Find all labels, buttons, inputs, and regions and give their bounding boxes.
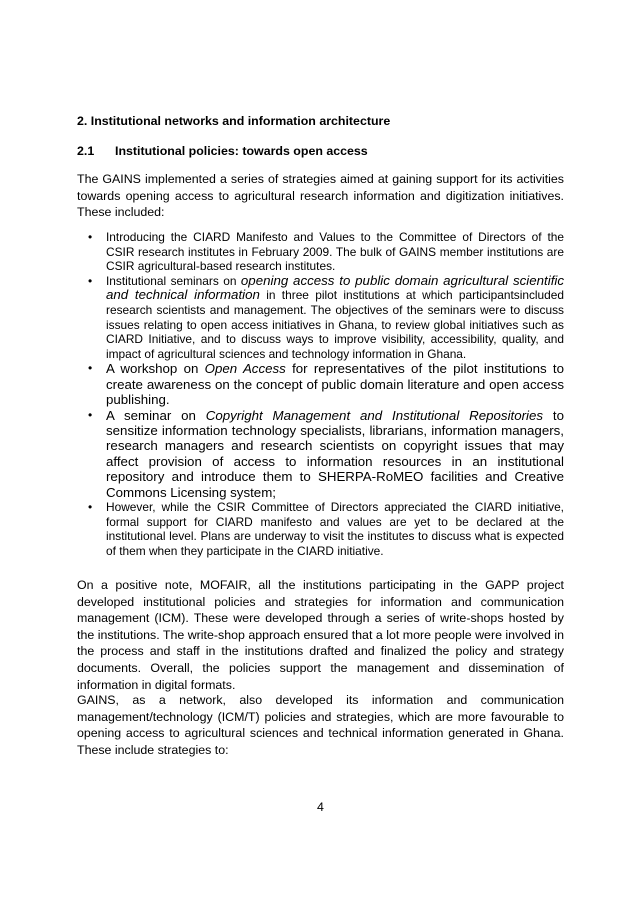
bullet-emphasis: opening access to public domain agricultural scientific and technical information xyxy=(106,272,564,303)
bullet-lead: Institutional seminars on xyxy=(106,273,241,288)
bullet-text: However, while the CSIR Committee of Directors appreciated the CIARD initiative, formal support for CIARD manifesto and values are yet to be declared at the institutional level. Plans are underway to visit the institutes to discuss what is expected of them when they participate in the CIARD initiative. xyxy=(106,500,564,558)
bullet-tail: to sensitize information technology specialists, librarians, information managers, research managers and research scientists on copyright issues that may affect provision of access to information resources in an institutional repository and introduce them to SHERPA-RoMEO facilities and Creative Commons Licensing system; xyxy=(106,407,564,500)
gains-paragraph: GAINS, as a network, also developed its information and communication management/technology (ICM/T) policies and strategies, which are more favourable to opening access to agricultural sciences and technical information generated in Ghana. These include strategies to: xyxy=(77,693,564,757)
bullet-text: Introducing the CIARD Manifesto and Values to the Committee of Directors of the CSIR research institutes in February 2009. The bulk of GAINS member institutions are CSIR agricultural-based research institutes. xyxy=(106,230,564,274)
subsection-heading xyxy=(77,144,368,159)
bullet-item-copyright-seminar xyxy=(77,408,564,500)
bullet-item-open-access-workshop xyxy=(77,361,564,407)
intro-paragraph: The GAINS implemented a series of strategies aimed at gaining support for its activities towards opening access to agricultural research information and digitization initiatives. These included: xyxy=(77,172,564,220)
page-number: 4 xyxy=(317,800,324,814)
bullet-emphasis: Copyright Management and Institutional Repositories xyxy=(205,407,544,423)
mofair-paragraph: On a positive note, MOFAIR, all the institutions participating in the GAPP project developed institutional policies and strategies for information and communication management (ICM). These were developed through a series of write-shops hosted by the institutions. The write-shop approach ensured that a lot more people were involved in the process and staff in the institutions drafted and finalized the policy and strategy documents. Overall, the policies support the management and dissemination of information in digital formats. xyxy=(77,578,564,692)
bullet-icon: • xyxy=(88,407,93,422)
subsection-title: Institutional policies: towards open access xyxy=(115,144,368,158)
bullet-icon: • xyxy=(88,230,93,244)
bullet-lead: A seminar on xyxy=(106,407,206,423)
bullet-item-csir-support xyxy=(77,500,564,558)
document-page xyxy=(77,0,564,903)
bullet-item-institutional-seminars xyxy=(77,274,564,362)
bullet-lead: A workshop on xyxy=(106,361,205,377)
bullet-item-ciard-manifesto xyxy=(77,230,564,274)
bullet-icon: • xyxy=(88,361,93,376)
strategy-bullet-list xyxy=(77,230,564,558)
bullet-icon: • xyxy=(88,500,93,514)
bullet-tail: for representatives of the pilot institutions to create awareness on the concept of public domain literature and open access publishing. xyxy=(106,361,564,408)
subsection-number: 2.1 xyxy=(77,144,95,158)
bullet-icon: • xyxy=(88,273,93,288)
bullet-tail: in three pilot institutions at which participantsincluded research scientists and management. The objectives of the seminars were to discuss issues relating to open access initiatives in Ghana, to review global initiatives such as CIARD Initiative, and to discuss ways to improve visibility, accessibility, quality, and impact of agricultural sciences and technology information in Ghana. xyxy=(106,288,564,361)
section-heading: 2. Institutional networks and information architecture xyxy=(77,114,391,128)
bullet-emphasis: Open Access xyxy=(204,361,286,377)
